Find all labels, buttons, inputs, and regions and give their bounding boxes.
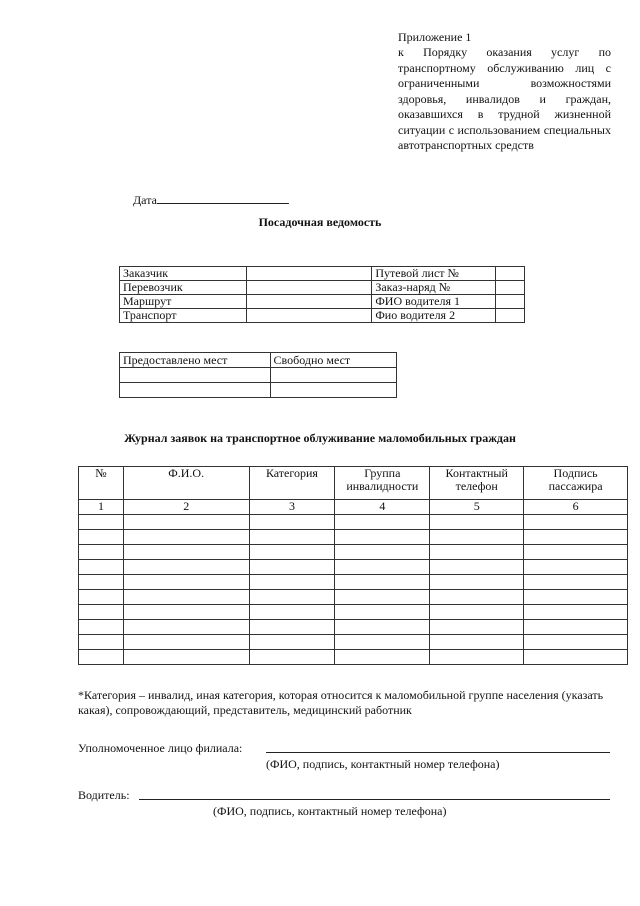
journal-cell[interactable] [79, 560, 124, 575]
journal-cell[interactable] [79, 530, 124, 545]
journal-cell[interactable] [430, 620, 524, 635]
info-value-cell[interactable] [496, 309, 525, 323]
seats-value-cell[interactable] [120, 368, 271, 383]
journal-table [78, 466, 628, 665]
journal-cell[interactable] [335, 530, 430, 545]
date-label: Дата [133, 193, 157, 207]
table-row [79, 560, 628, 575]
journal-cell[interactable] [430, 635, 524, 650]
journal-cell[interactable] [430, 515, 524, 530]
info-label: Путевой лист № [372, 267, 496, 281]
col-header-number: № [79, 467, 124, 500]
info-label: ФИО водителя 1 [372, 295, 496, 309]
table-row [120, 281, 525, 295]
column-number: 4 [335, 500, 430, 515]
info-value-cell[interactable] [246, 281, 372, 295]
info-value-cell[interactable] [246, 295, 372, 309]
table-row [79, 575, 628, 590]
column-number: 1 [79, 500, 124, 515]
branch-signature-hint: (ФИО, подпись, контактный номер телефона) [266, 757, 500, 771]
info-value-cell[interactable] [496, 267, 525, 281]
info-value-cell[interactable] [246, 267, 372, 281]
info-label: Маршрут [120, 295, 247, 309]
journal-cell[interactable] [249, 515, 335, 530]
journal-cell[interactable] [249, 560, 335, 575]
seats-provided-header: Предоставлено мест [120, 353, 271, 368]
info-table [119, 266, 525, 323]
journal-cell[interactable] [123, 635, 249, 650]
journal-cell[interactable] [123, 590, 249, 605]
journal-cell[interactable] [335, 650, 430, 665]
journal-cell[interactable] [335, 635, 430, 650]
journal-cell[interactable] [430, 575, 524, 590]
journal-cell[interactable] [430, 590, 524, 605]
column-number-row [79, 500, 628, 515]
journal-cell[interactable] [335, 515, 430, 530]
journal-cell[interactable] [249, 605, 335, 620]
table-row [120, 383, 397, 398]
info-label: Фио водителя 2 [372, 309, 496, 323]
journal-cell[interactable] [335, 620, 430, 635]
annex-title: Приложение 1 [398, 30, 472, 44]
journal-cell[interactable] [123, 515, 249, 530]
table-row [120, 295, 525, 309]
journal-cell[interactable] [123, 620, 249, 635]
journal-cell[interactable] [123, 650, 249, 665]
seats-table [119, 352, 397, 398]
branch-signature-line[interactable] [266, 752, 610, 753]
journal-cell[interactable] [430, 545, 524, 560]
column-number: 5 [430, 500, 524, 515]
journal-cell[interactable] [249, 620, 335, 635]
journal-cell[interactable] [123, 530, 249, 545]
journal-cell[interactable] [524, 515, 628, 530]
journal-cell[interactable] [123, 545, 249, 560]
table-row [79, 605, 628, 620]
info-value-cell[interactable] [246, 309, 372, 323]
journal-cell[interactable] [123, 605, 249, 620]
journal-cell[interactable] [249, 635, 335, 650]
journal-cell[interactable] [249, 650, 335, 665]
journal-cell[interactable] [524, 530, 628, 545]
info-value-cell[interactable] [496, 295, 525, 309]
date-field [133, 191, 289, 208]
driver-signature-label: Водитель: [78, 788, 130, 802]
column-number: 2 [123, 500, 249, 515]
table-row [120, 267, 525, 281]
info-label: Перевозчик [120, 281, 247, 295]
table-row [79, 545, 628, 560]
journal-cell[interactable] [249, 575, 335, 590]
col-header-category: Категория [249, 467, 335, 500]
info-value-cell[interactable] [496, 281, 525, 295]
col-header-name: Ф.И.О. [123, 467, 249, 500]
table-row [79, 620, 628, 635]
info-label: Заказ-наряд № [372, 281, 496, 295]
driver-signature-hint: (ФИО, подпись, контактный номер телефона) [213, 804, 447, 818]
journal-cell[interactable] [79, 635, 124, 650]
col-header-phone: Контактный телефон [430, 467, 524, 500]
seats-value-cell[interactable] [120, 383, 271, 398]
journal-cell[interactable] [79, 515, 124, 530]
table-row [79, 530, 628, 545]
journal-cell[interactable] [249, 545, 335, 560]
info-label: Заказчик [120, 267, 247, 281]
journal-cell[interactable] [524, 635, 628, 650]
journal-cell[interactable] [430, 530, 524, 545]
table-row [120, 309, 525, 323]
info-label: Транспорт [120, 309, 247, 323]
journal-cell[interactable] [430, 560, 524, 575]
journal-cell[interactable] [430, 605, 524, 620]
journal-cell[interactable] [524, 620, 628, 635]
table-row [79, 515, 628, 530]
journal-cell[interactable] [524, 605, 628, 620]
journal-cell[interactable] [524, 650, 628, 665]
journal-cell[interactable] [430, 650, 524, 665]
seats-value-cell[interactable] [270, 383, 397, 398]
annex-text: к Порядку оказания услуг по транспортному обслуживанию лиц с ограниченными возможностями здоровья, инвалидов и граждан, оказавшихся в трудной жизненной ситуации с использованием специальных автотранспортных средств [398, 45, 611, 152]
seats-value-cell[interactable] [270, 368, 397, 383]
table-row [79, 635, 628, 650]
date-blank-line[interactable] [157, 191, 289, 204]
journal-cell[interactable] [79, 590, 124, 605]
journal-title: Журнал заявок на транспортное облуживание маломобильных граждан [124, 431, 516, 445]
col-header-disability-group: Группа инвалидности [335, 467, 430, 500]
journal-cell[interactable] [79, 650, 124, 665]
journal-cell[interactable] [335, 545, 430, 560]
journal-cell[interactable] [123, 575, 249, 590]
table-header-row [79, 467, 628, 500]
journal-cell[interactable] [335, 575, 430, 590]
journal-cell[interactable] [524, 590, 628, 605]
journal-cell[interactable] [524, 575, 628, 590]
table-row [120, 368, 397, 383]
column-number: 6 [524, 500, 628, 515]
journal-cell[interactable] [79, 545, 124, 560]
journal-cell[interactable] [524, 545, 628, 560]
journal-cell[interactable] [249, 530, 335, 545]
boarding-sheet-title: Посадочная ведомость [258, 215, 382, 229]
journal-cell[interactable] [249, 590, 335, 605]
journal-cell[interactable] [79, 575, 124, 590]
column-number: 3 [249, 500, 335, 515]
journal-cell[interactable] [335, 560, 430, 575]
journal-cell[interactable] [524, 560, 628, 575]
journal-cell[interactable] [335, 590, 430, 605]
driver-signature-line[interactable] [139, 799, 610, 800]
branch-signature-label: Уполномоченное лицо филиала: [78, 741, 243, 755]
journal-cell[interactable] [123, 560, 249, 575]
category-footnote: *Категория – инвалид, иная категория, которая относится к маломобильной группе населения (указать какая), сопровождающий, представитель, медицинский работник [78, 688, 604, 717]
col-header-signature: Подпись пассажира [524, 467, 628, 500]
journal-body [79, 515, 628, 665]
journal-cell[interactable] [79, 605, 124, 620]
table-row [79, 590, 628, 605]
journal-cell[interactable] [79, 620, 124, 635]
journal-cell[interactable] [335, 605, 430, 620]
table-row [120, 353, 397, 368]
table-row [79, 650, 628, 665]
seats-free-header: Свободно мест [270, 353, 397, 368]
